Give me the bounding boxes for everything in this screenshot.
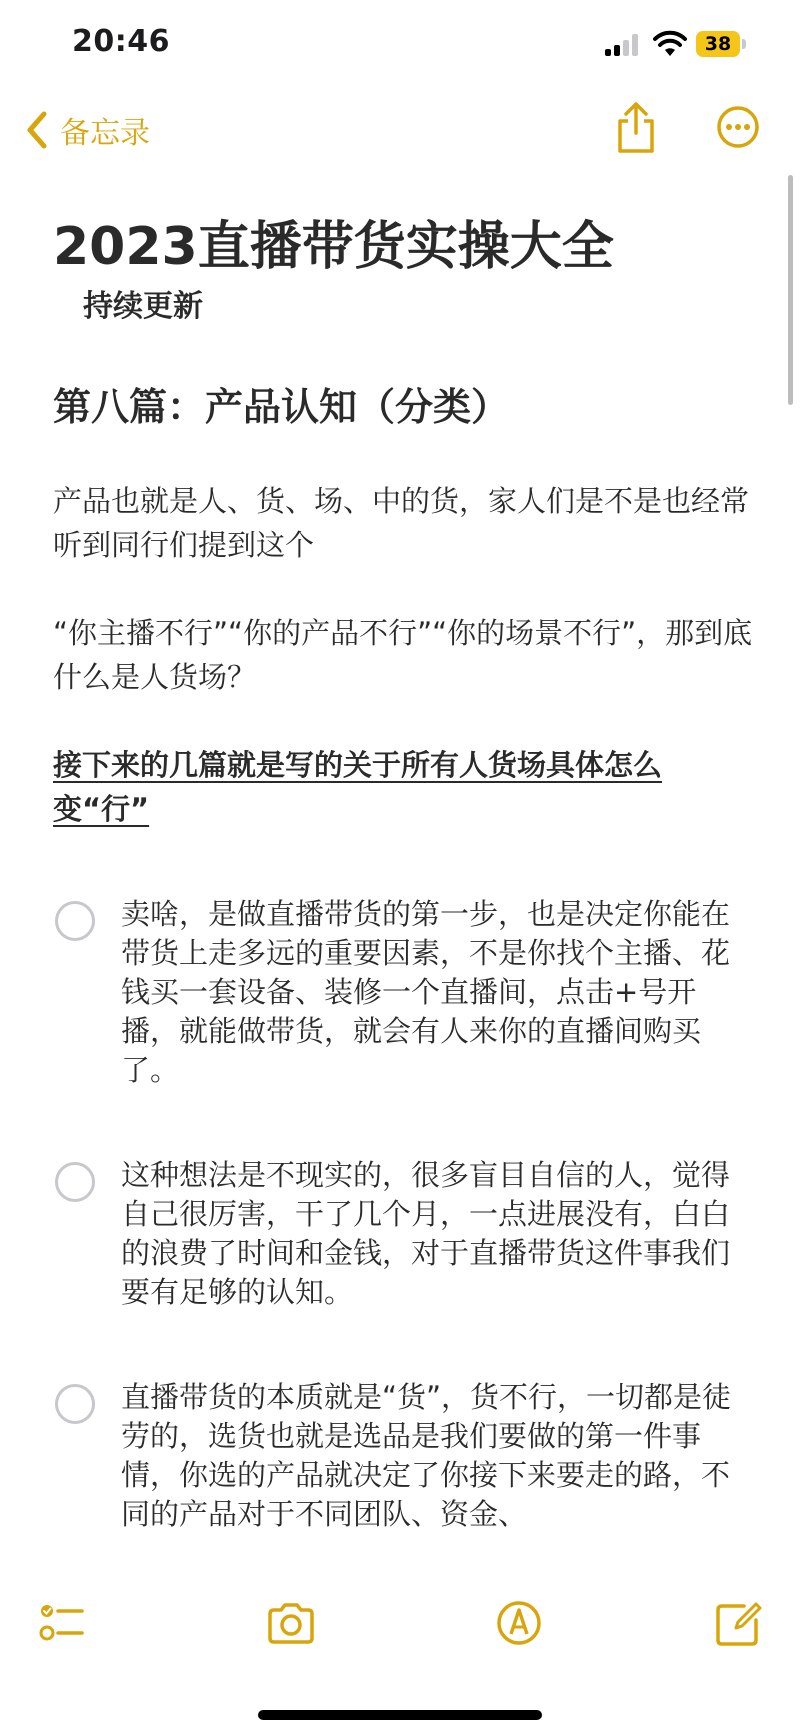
wifi-icon	[652, 30, 688, 58]
checklist-item	[53, 895, 753, 1090]
paragraph: “你主播不行”“你的产品不行”“你的场景不行”，那到底什么是人货场？	[53, 616, 753, 694]
battery-level: 38	[704, 33, 732, 55]
cellular-signal-icon	[605, 34, 641, 56]
underlined-paragraph: 接下来的几篇就是写的关于所有人货场具体怎么变“行”	[53, 748, 663, 826]
paragraph: 产品也就是人、货、场、中的货，家人们是不是也经常听到同行们提到这个	[53, 484, 750, 562]
checklist-item-text: 直播带货的本质就是“货”，货不行，一切都是徒劳的，选货也就是选品是我们要做的第一件事情，你选的产品就决定了你接下来要走的路，不同的产品对于不同团队、资金、	[121, 1380, 732, 1531]
checkbox[interactable]	[55, 1162, 95, 1202]
bottom-toolbar	[0, 1590, 800, 1730]
share-icon[interactable]	[614, 101, 658, 155]
checkbox[interactable]	[55, 901, 95, 941]
note-body[interactable]	[53, 215, 753, 1534]
compose-icon[interactable]	[714, 1600, 764, 1646]
status-time: 20:46	[72, 24, 170, 59]
checklist-icon[interactable]	[38, 1600, 88, 1646]
chevron-left-icon	[24, 110, 50, 150]
status-bar	[0, 0, 800, 90]
checklist-item-text: 这种想法是不现实的，很多盲目自信的人，觉得自己很厉害，干了几个月，一点进展没有，白白的浪费了时间和金钱，对于直播带货这件事我们要有足够的认知。	[121, 1158, 731, 1309]
more-ellipsis-icon[interactable]	[716, 105, 760, 149]
back-button[interactable]	[24, 105, 150, 155]
checklist-item	[53, 1378, 753, 1534]
navigation-bar	[0, 95, 800, 165]
section-heading: 第八篇：产品认知（分类）	[53, 385, 510, 429]
checkbox[interactable]	[55, 1384, 95, 1424]
home-indicator[interactable]	[258, 1710, 542, 1720]
note-subtitle: 持续更新	[83, 289, 203, 324]
camera-icon[interactable]	[266, 1600, 316, 1646]
back-label: 备忘录	[60, 116, 150, 151]
battery-icon	[696, 31, 746, 57]
checklist-item	[53, 1156, 753, 1312]
scroll-indicator[interactable]	[788, 175, 793, 405]
checklist-item-text: 卖啥，是做直播带货的第一步，也是决定你能在带货上走多远的重要因素，不是你找个主播、花钱买一套设备、装修一个直播间，点击+号开播，就能做带货，就会有人来你的直播间购买了。	[121, 897, 731, 1087]
markup-pen-icon[interactable]	[494, 1600, 544, 1646]
note-title: 2023直播带货实操大全	[53, 217, 614, 277]
